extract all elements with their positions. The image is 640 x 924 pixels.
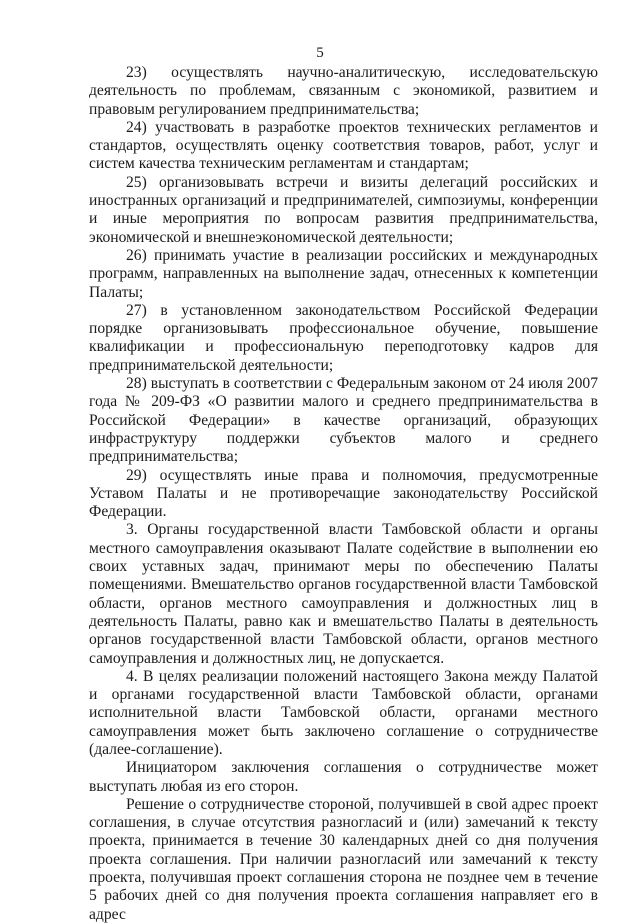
document-body (89, 64, 598, 924)
paragraph-decision: Решение о сотрудничестве стороной, получившей в свой адрес проект соглашения, в случае отсутствия разногласий и (или) замечаний к тексту проекта, принимается в течение 30 календарных дней со дня получения проекта соглашения. При наличии разногласий или замечаний к тексту проекта, получившая проект соглашения сторона не позднее чем в течение 5 рабочих дней со дня получения проекта соглашения направляет его в адрес (89, 795, 598, 923)
paragraph-item-29: 29) осуществлять иные права и полномочия, предусмотренные Уставом Палаты и не противоречащие законодательству Российской Федерации. (89, 466, 598, 521)
paragraph-item-28: 28) выступать в соответствии с Федеральным законом от 24 июля 2007 года № 209-ФЗ «О развитии малого и среднего предпринимательства в Российской Федерации» в качестве организаций, образующих инфраструктуру поддержки субъектов малого и среднего предпринимательства; (89, 375, 598, 466)
paragraph-item-23: 23) осуществлять научно-аналитическую, исследовательскую деятельность по проблемам, связанным с экономикой, развитием и правовым регулированием предпринимательства; (89, 64, 598, 118)
paragraph-item-24: 24) участвовать в разработке проектов технических регламентов и стандартов, осуществлять оценку соответствия товаров, работ, услуг и систем качества техническим регламентам и стандартам; (89, 118, 598, 173)
paragraph-section-3: 3. Органы государственной власти Тамбовской области и органы местного самоуправления оказывают Палате содействие в выполнении ею своих уставных задач, принимают меры по обеспечению Палаты помещениями. Вмешательство органов государственной власти Тамбовской области, органов местного самоуправления и должностных лиц в деятельность Палаты, равно как и вмешательство Палаты в деятельность органов государственной власти Тамбовской области, органов местного самоуправления и должностных лиц, не допускается. (89, 521, 598, 667)
paragraph-initiator: Инициатором заключения соглашения о сотрудничестве может выступать любая из его сторон. (89, 759, 598, 795)
paragraph-item-25: 25) организовывать встречи и визиты делегаций российских и иностранных организаций и предпринимателей, симпозиумы, конференции и иные мероприятия по вопросам развития предпринимательства, экономической и внешнеэкономической деятельности; (89, 173, 598, 246)
paragraph-item-27: 27) в установленном законодательством Российской Федерации порядке организовывать профессиональное обучение, повышение квалификации и профессиональную переподготовку кадров для предпринимательской деятельности; (89, 301, 598, 374)
page-number: 5 (316, 45, 324, 61)
paragraph-section-4: 4. В целях реализации положений настоящего Закона между Палатой и органами государственной власти Тамбовской области, органами исполнительной власти Тамбовской области, органами местного самоуправления может быть заключено соглашение о сотрудничестве (далее-соглашение). (89, 667, 598, 758)
paragraph-item-26: 26) принимать участие в реализации российских и международных программ, направленных на выполнение задач, отнесенных к компетенции Палаты; (89, 246, 598, 301)
